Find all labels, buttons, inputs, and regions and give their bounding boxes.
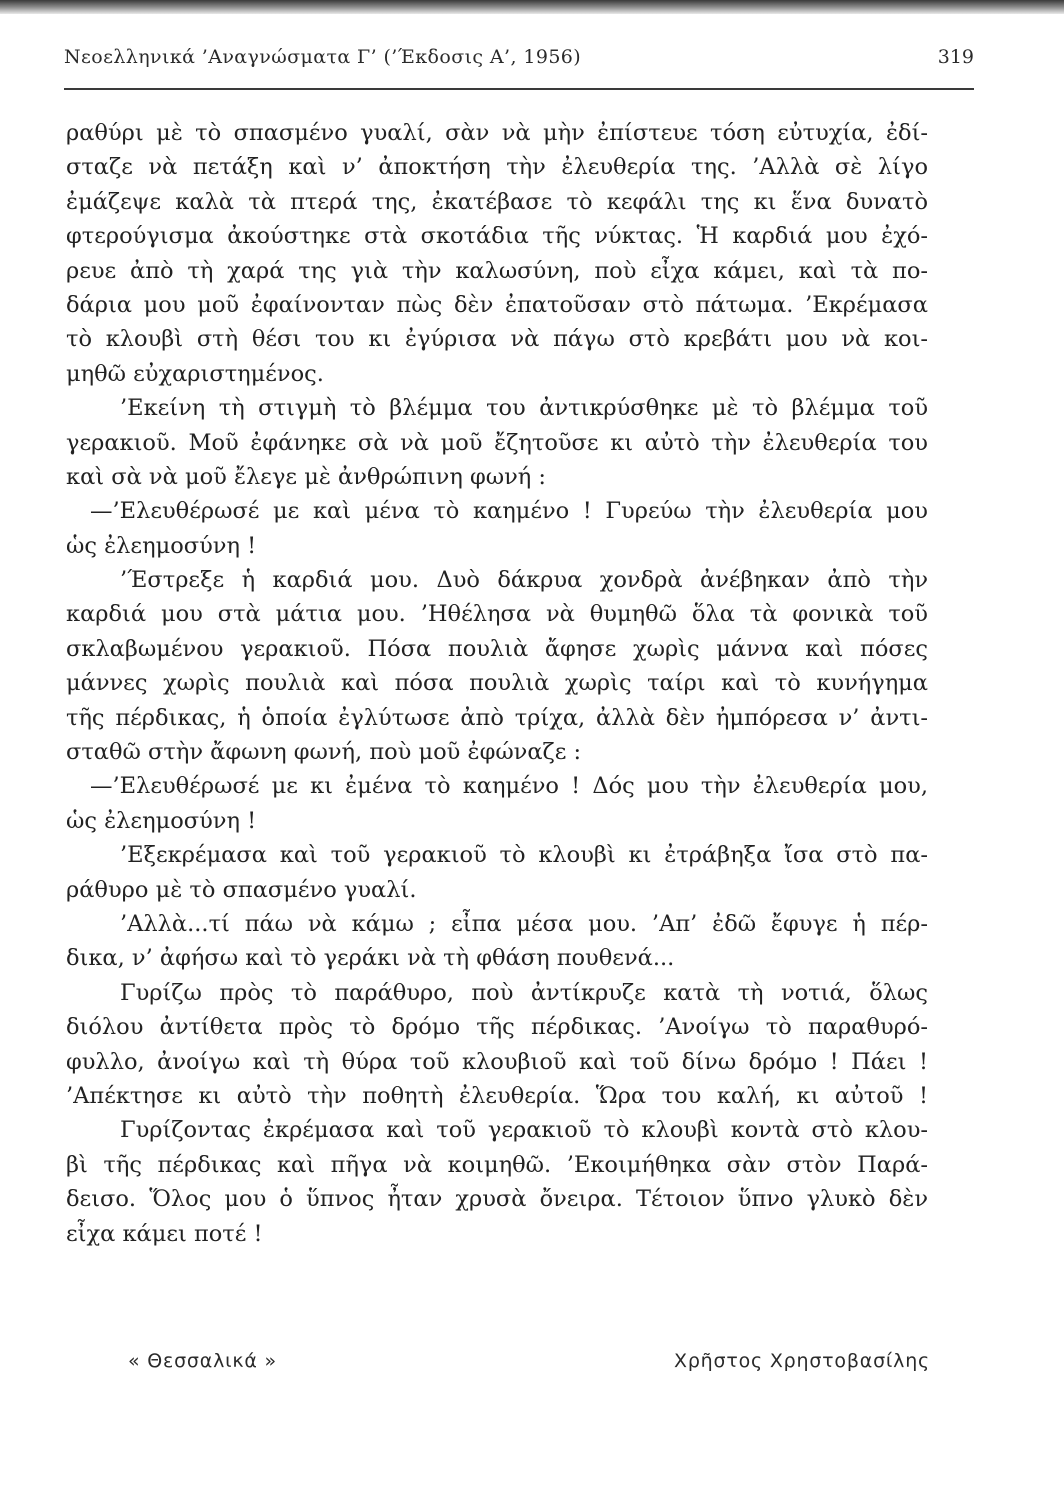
text-line: σταζε νὰ πετάξη καὶ ν’ ἀποκτήση τὴν ἐλευθερία της. ’Αλλὰ σὲ λίγο (66, 154, 928, 181)
text-line: καρδιά μου στὰ μάτια μου. ’Ηθέλησα νὰ θυμηθῶ ὅλα τὰ φονικὰ τοῦ (66, 601, 928, 628)
text-line: ὡς ἐλεημοσύνη ! (66, 532, 257, 559)
text-line: ἐμάζεψε καλὰ τὰ πτερά της, ἐκατέβασε τὸ κεφάλι της κι ἕνα δυνατὸ (66, 188, 928, 215)
text-line: γερακιοῦ. Μοῦ ἐφάνηκε σὰ νὰ μοῦ ἔζητοῦσε κι αὐτὸ τὴν ἐλευθερία του (66, 429, 928, 456)
text-line: ρευε ἀπὸ τὴ χαρά της γιὰ τὴν καλωσύνη, ποὺ εἶχα κάμει, καὶ τὰ πο- (66, 257, 928, 284)
text-line: Γυρίζω πρὸς τὸ παράθυρο, ποὺ ἀντίκρυζε κατὰ τὴ νοτιά, ὅλως (120, 979, 928, 1006)
text-line: καὶ σὰ νὰ μοῦ ἔλεγε μὲ ἀνθρώπινη φωνή : (66, 463, 546, 490)
text-line: τῆς πέρδικας, ἡ ὁποία ἐγλύτωσε ἀπὸ τρίχα, ἀλλὰ δὲν ἠμπόρεσα ν’ ἀντι- (66, 704, 928, 731)
text-line: σταθῶ στὴν ἄφωνη φωνή, ποὺ μοῦ ἐφώναζε : (66, 739, 582, 766)
text-line: διόλου ἀντίθετα πρὸς τὸ δρόμο τῆς πέρδικας. ’Ανοίγω τὸ παραθυρό- (66, 1014, 928, 1041)
page-header (64, 46, 974, 72)
text-line: βὶ τῆς πέρδικας καὶ πῆγα νὰ κοιμηθῶ. ’Εκοιμήθηκα σὰν στὸν Παρά- (66, 1151, 928, 1178)
page-number: 319 (937, 46, 974, 68)
text-line: ’Έστρεξε ἡ καρδιά μου. Δυὸ δάκρυα χονδρὰ ἀνέβηκαν ἀπὸ τὴν (120, 567, 928, 594)
text-line: μηθῶ εὐχαριστημένος. (66, 360, 324, 387)
text-line: δάρια μου μοῦ ἐφαίνονταν πὼς δὲν ἐπατοῦσαν στὸ πάτωμα. ’Εκρέμασα (66, 291, 928, 318)
text-line: ’Αλλὰ...τί πάω νὰ κάμω ; εἶπα μέσα μου. ’Απ’ ἐδῶ ἔφυγε ἡ πέρ- (120, 910, 928, 937)
text-line: φυλλο, ἀνοίγω καὶ τὴ θύρα τοῦ κλουβιοῦ καὶ τοῦ δίνω δρόμο ! Πάει ! (66, 1048, 928, 1075)
text-line: εἶχα κάμει ποτέ ! (66, 1220, 263, 1247)
text-line: —’Ελευθέρωσέ με καὶ μένα τὸ καημένο ! Γυρεύω τὴν ἐλευθερία μου (90, 498, 928, 525)
text-line: δικα, ν’ ἀφήσω καὶ τὸ γεράκι νὰ τὴ φθάση πουθενά... (66, 945, 675, 972)
text-line: ’Εκείνη τὴ στιγμὴ τὸ βλέμμα του ἀντικρύσθηκε μὲ τὸ βλέμμα τοῦ (120, 395, 928, 422)
text-line: δεισο. Ὅλος μου ὁ ὕπνος ἦταν χρυσὰ ὄνειρα. Τέτοιον ὕπνο γλυκὸ δὲν (66, 1186, 928, 1213)
author-signature: Χρῆστος Χρηστοβασίλης (674, 1350, 930, 1372)
text-line: ραθύρι μὲ τὸ σπασμένο γυαλί, σὰν νὰ μὴν ἐπίστευε τόση εὐτυχία, ἐδί- (66, 120, 928, 146)
text-line: ὡς ἐλεημοσύνη ! (66, 807, 257, 834)
text-line: —’Ελευθέρωσέ με κι ἐμένα τὸ καημένο ! Δός μου τὴν ἐλευθερία μου, (90, 773, 928, 800)
source-citation: « Θεσσαλικά » (128, 1350, 277, 1372)
page-footer (128, 1350, 930, 1380)
header-rule (64, 88, 974, 90)
text-line: φτερούγισμα ἀκούστηκε στὰ σκοτάδια τῆς νύκτας. Ἡ καρδιά μου ἐχό- (66, 223, 928, 250)
text-line: μάννες χωρὶς πουλιὰ καὶ πόσα πουλιὰ χωρὶς ταίρι καὶ τὸ κυνήγημα (66, 670, 928, 697)
text-line: τὸ κλουβὶ στὴ θέσι του κι ἐγύρισα νὰ πάγω στὸ κρεβάτι μου νὰ κοι- (66, 326, 928, 353)
running-title: Νεοελληνικά ’Αναγνώσματα Γ’ (’Έκδοσις Α’, 1956) (64, 46, 582, 68)
text-line: σκλαβωμένου γερακιοῦ. Πόσα πουλιὰ ἄφησε χωρὶς μάννα καὶ πόσες (66, 635, 928, 662)
text-line: Γυρίζοντας ἐκρέμασα καὶ τοῦ γερακιοῦ τὸ κλουβὶ κοντὰ στὸ κλου- (120, 1117, 928, 1144)
text-line: ράθυρο μὲ τὸ σπασμένο γυαλί. (66, 876, 417, 903)
text-line: ’Απέκτησε κι αὐτὸ τὴν ποθητὴ ἐλευθερία. Ὥρα του καλή, κι αὐτοῦ ! (66, 1082, 928, 1109)
body-text (66, 116, 928, 1251)
scan-top-edge (0, 0, 1064, 14)
text-line: ’Εξεκρέμασα καὶ τοῦ γερακιοῦ τὸ κλουβὶ κι ἐτράβηξα ἴσα στὸ πα- (120, 842, 928, 869)
